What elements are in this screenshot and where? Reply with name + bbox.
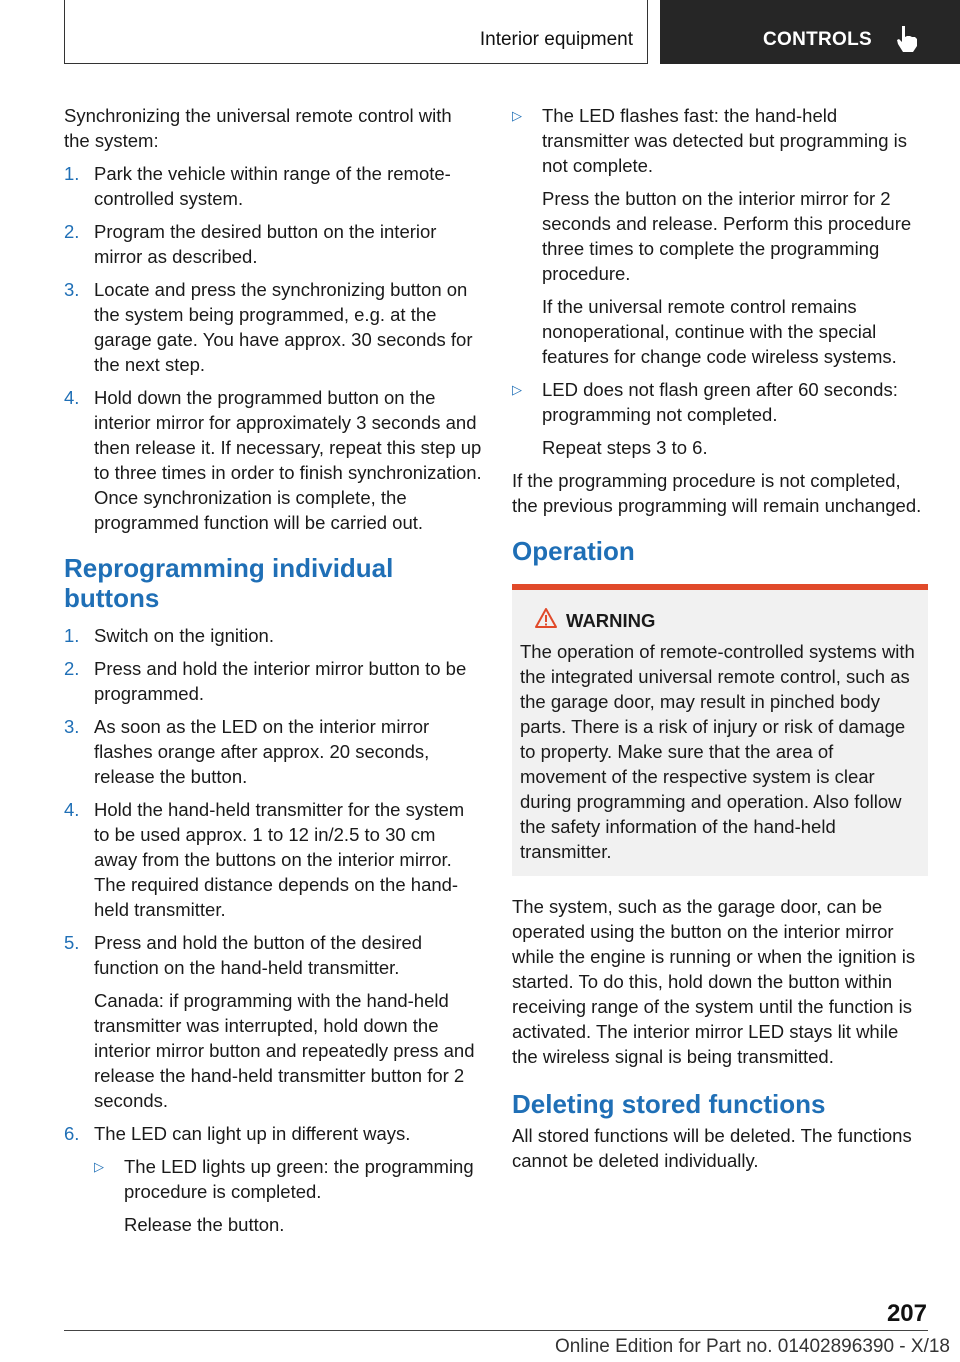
list-item: 3. Locate and press the synchronizing button on the system being programmed, e.g. at the garage gate. You have approx. 30 seconds for the next step. (64, 279, 473, 375)
header-section-box (64, 0, 648, 64)
list-item: 4. Hold down the programmed button on the interior mirror for approximately 3 seconds and then release it. If necessary, repeat this step up to three times in order to finish synchronization. Once synchronization is complete, the programmed function will be carried out. (64, 387, 482, 533)
triangle-bullet-icon: ▷ (94, 1159, 104, 1174)
page-number: 207 (886, 1300, 927, 1327)
warning-title: WARNING (566, 610, 656, 631)
reprogramming-heading: Reprogramming individual buttons (64, 553, 394, 613)
list-item: 3. As soon as the LED on the interior mirror flashes orange after approx. 20 seconds, release the button. (64, 716, 430, 787)
operation-heading: Operation (512, 536, 635, 566)
list-item: 1. Park the vehicle within range of the remote-controlled system. (64, 163, 451, 209)
triangle-bullet-icon: ▷ (512, 108, 522, 123)
sync-intro: Synchronizing the universal remote control with the system: (64, 105, 452, 151)
triangle-bullet-icon: ▷ (512, 382, 522, 397)
header-chapter-title: CONTROLS (763, 29, 873, 50)
operation-text: The system, such as the garage door, can be operated using the button on the interior mirror while the engine is running or when the ignition is started. To do this, hold down the button within receiving range of the system until the function is activated. The interior mirror LED stays lit while the wireless signal is being transmitted. (512, 896, 916, 1067)
list-item: 2. Program the desired button on the interior mirror as described. (64, 221, 437, 267)
sub-list-item: ▷ LED does not flash green after 60 seconds: programming not completed. Repeat steps 3 to 6. (512, 379, 898, 458)
warning-box (512, 584, 928, 876)
left-column (64, 103, 482, 1245)
list-item: 5. Press and hold the button of the desired function on the hand-held transmitter. Canada: if programming with the hand-held transmitter was interrupted, hold down the interior mirror button and repeatedly press and release the hand-held transmitter button for 2 seconds. (64, 930, 482, 1113)
list-item: 6. The LED can light up in different ways. ▷ The LED lights up green: the programming procedure is completed. Release the button. (64, 1121, 482, 1237)
deleting-text: All stored functions will be deleted. The functions cannot be deleted individually. (512, 1125, 912, 1171)
deleting-heading: Deleting stored functions (512, 1089, 826, 1119)
footer-edition: Online Edition for Part no. 01402896390 - X/18 (554, 1336, 950, 1357)
footer-divider (64, 1330, 928, 1331)
pointing-hand-icon (894, 24, 920, 54)
header-chapter-box (660, 0, 960, 64)
sub-list-item: ▷ The LED lights up green: the programming procedure is completed. Release the button. (94, 1156, 474, 1235)
list-item: 2. Press and hold the interior mirror button to be programmed. (64, 658, 467, 704)
warning-triangle-icon (534, 607, 558, 629)
step-note: Canada: if programming with the hand-held transmitter was interrupted, hold down the interior mirror button and repeatedly press and release the hand-held transmitter button for 2 seconds. (94, 990, 475, 1111)
list-item: 4. Hold the hand-held transmitter for the system to be used approx. 1 to 12 in/2.5 to 30 cm away from the buttons on the interior mirror. The required distance depends on the hand-held transmitter. (64, 799, 465, 920)
incomplete-note: If the programming procedure is not completed, the previous programming will remain unchanged. (512, 470, 922, 516)
header-section-title: Interior equipment (479, 29, 633, 50)
list-item: 1. Switch on the ignition. (64, 625, 274, 646)
warning-text: The operation of remote-controlled systems with the integrated universal remote control, such as the garage door, may result in pinched body parts. There is a risk of injury or risk of damage to property. Make sure that the area of movement of the respective system is clear during programming and operation. Also follow the safety information of the hand-held transmitter. (520, 641, 915, 862)
sub-list-item: ▷ The LED flashes fast: the hand-held transmitter was detected but programming is not complete. Press the button on the interior mirror for 2 seconds and release. Perform this procedure three times to complete the programming procedure. If the universal remote control remains nonoperational, continue with the special features for change code wireless systems. (512, 105, 912, 367)
right-column (512, 103, 928, 1181)
